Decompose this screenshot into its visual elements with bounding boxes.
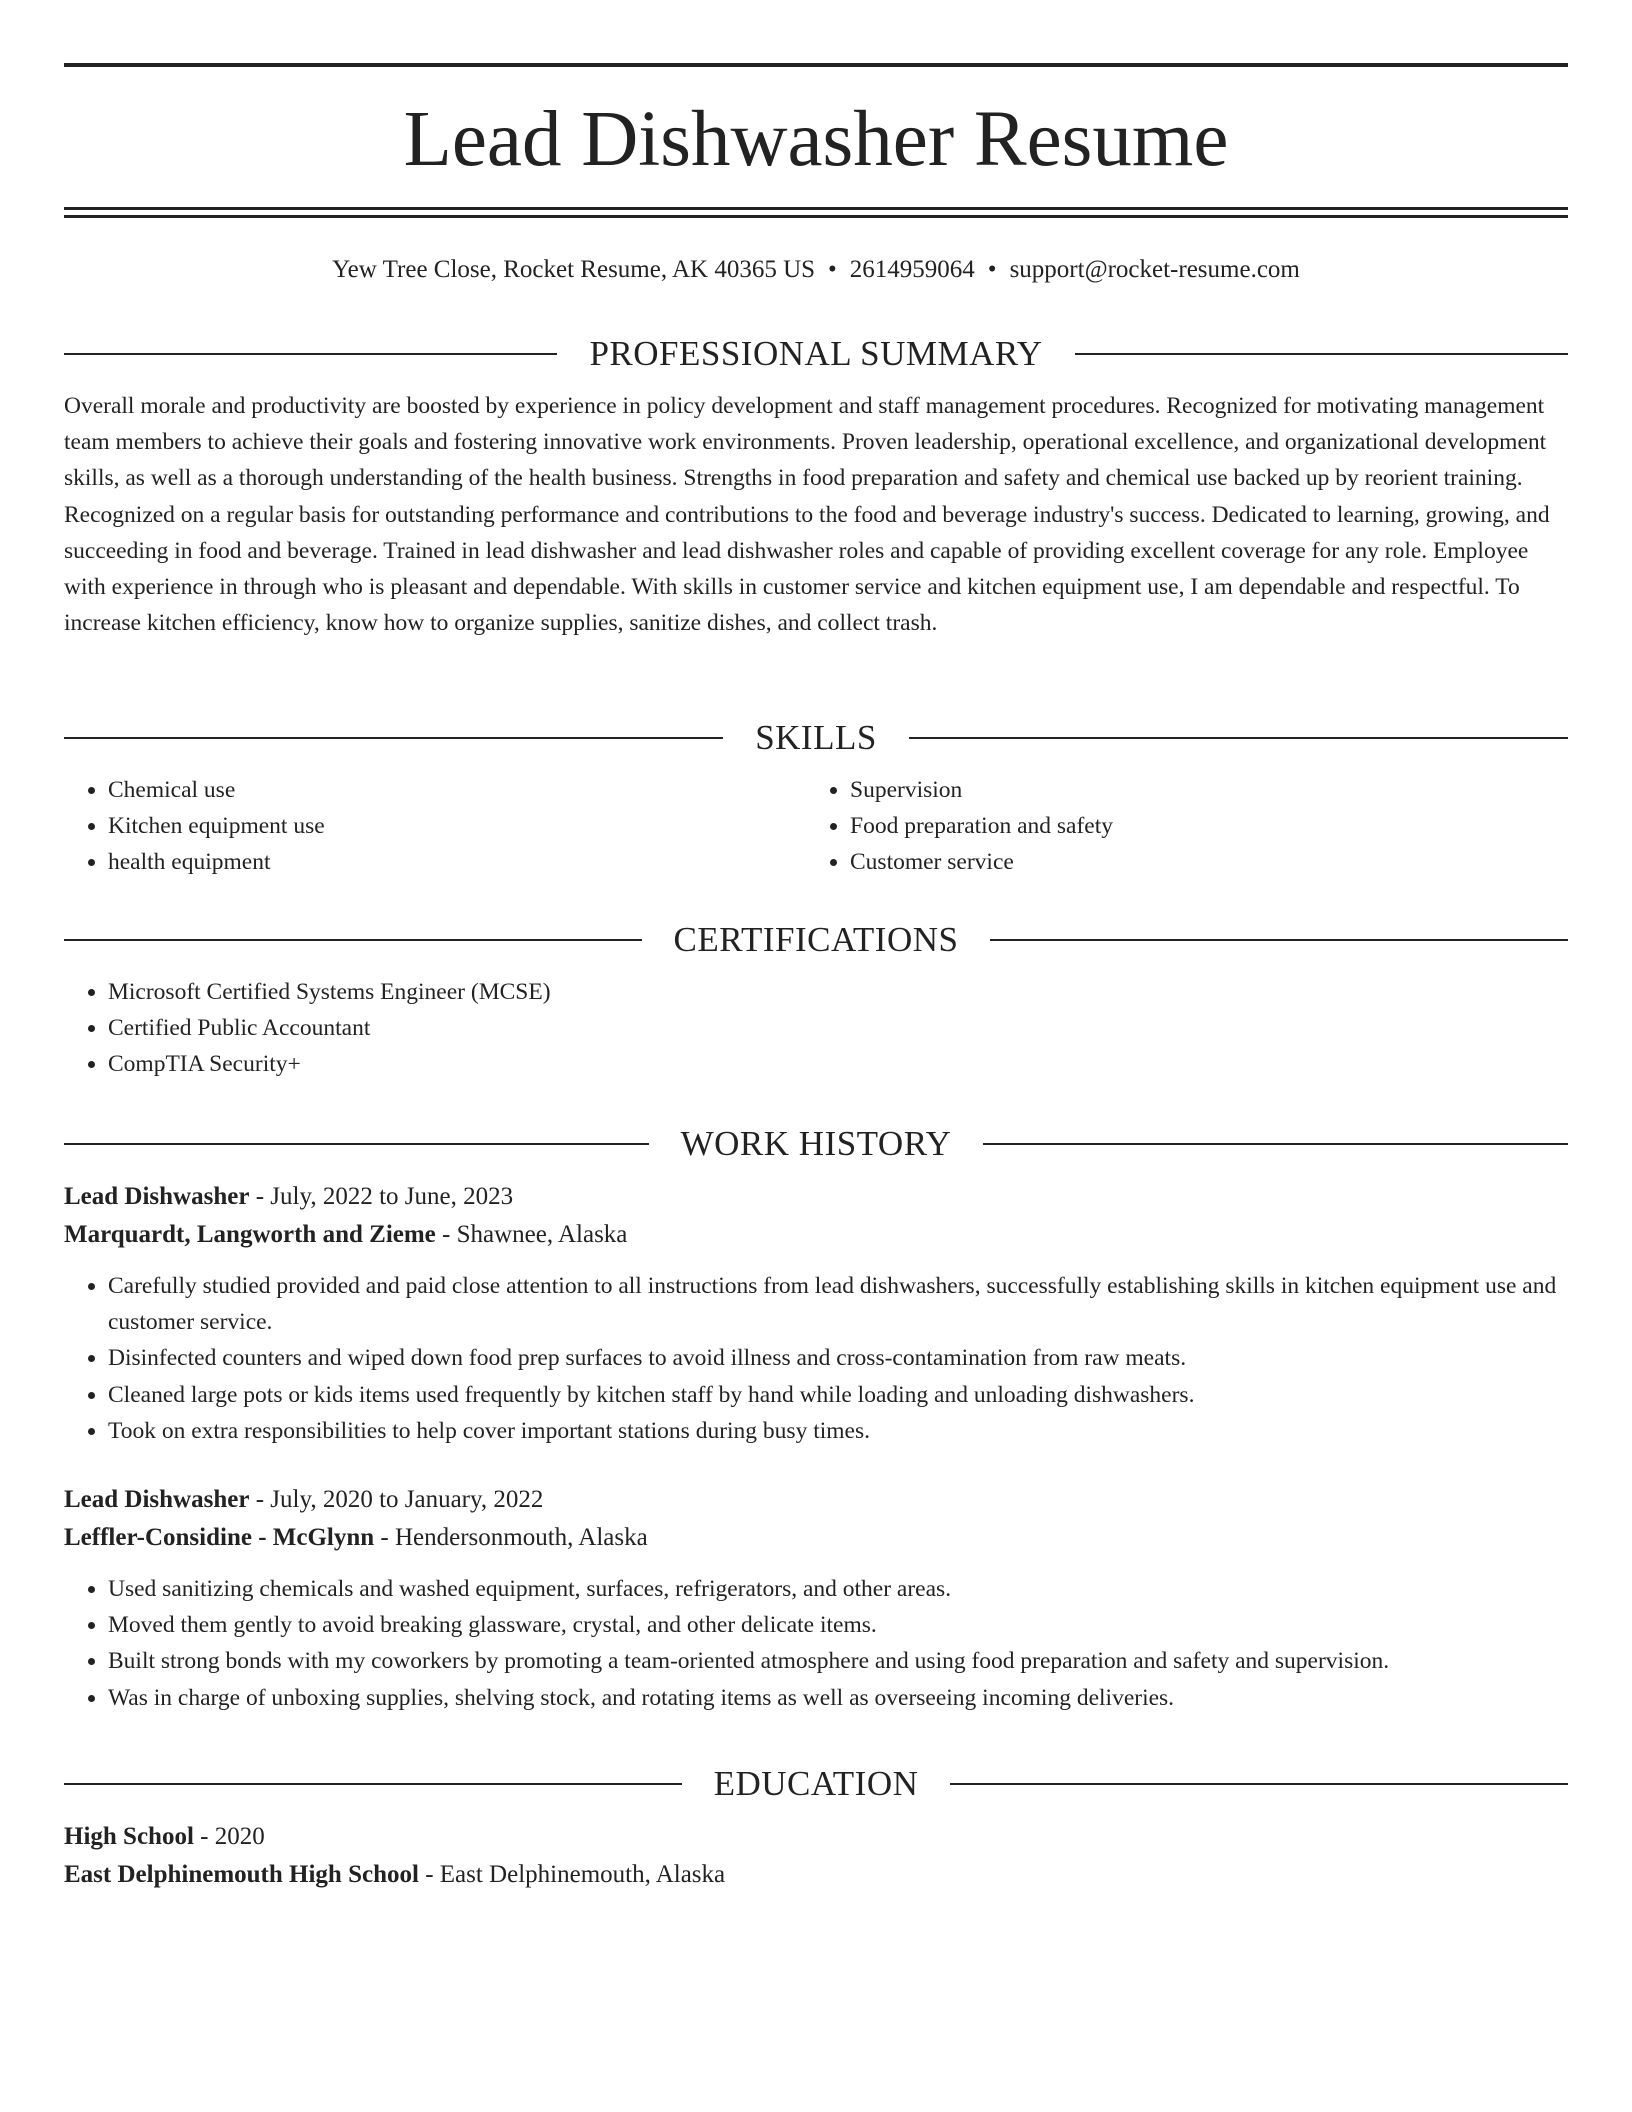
education-school-line	[64, 1856, 1568, 1894]
education-year: - 2020	[200, 1823, 265, 1850]
skill-item: • Supervision	[850, 772, 1548, 808]
certification-item: • CompTIA Security+	[108, 1046, 1568, 1082]
education-entry	[64, 1818, 1568, 1894]
job-dates: - July, 2020 to January, 2022	[255, 1486, 544, 1514]
top-rule	[64, 63, 1568, 67]
skills-column-right	[806, 772, 1548, 881]
contact-address: Yew Tree Close, Rocket Resume, AK 40365 US	[332, 256, 816, 283]
work-heading	[64, 1124, 1568, 1164]
job-bullet: • Took on extra responsibilities to help cover important stations during busy times.	[108, 1413, 1568, 1449]
summary-section	[64, 334, 1568, 641]
job-entry	[64, 1178, 1568, 1449]
resume-title: Lead Dishwasher Resume	[403, 96, 1229, 183]
job-company: Leffler-Considine - McGlynn	[64, 1524, 375, 1552]
job-bullet: • Was in charge of unboxing supplies, shelving stock, and rotating items as well as overseeing incoming deliveries.	[108, 1680, 1568, 1716]
heading-rule-left	[64, 1783, 682, 1785]
work-heading-label: WORK HISTORY	[680, 1124, 952, 1163]
education-school: East Delphinemouth High School	[64, 1861, 419, 1888]
work-section	[64, 1124, 1568, 1716]
skill-item: • Chemical use	[108, 772, 806, 808]
job-company: Marquardt, Langworth and Zieme	[64, 1221, 436, 1248]
job-title-line	[64, 1481, 1568, 1519]
job-company-line	[64, 1216, 1568, 1254]
job-bullet: • Cleaned large pots or kids items used frequently by kitchen staff by hand while loading and unloading dishwashers.	[108, 1377, 1568, 1413]
certifications-section	[64, 920, 1568, 1083]
skills-heading-label: SKILLS	[755, 718, 877, 757]
contact-phone: 2614959064	[849, 256, 975, 283]
skills-heading	[64, 718, 1568, 758]
education-location: - East Delphinemouth, Alaska	[425, 1861, 726, 1888]
summary-heading	[64, 334, 1568, 374]
education-section	[64, 1764, 1568, 1894]
education-degree-line	[64, 1818, 1568, 1856]
heading-rule-left	[64, 1143, 649, 1145]
heading-rule-right	[1075, 353, 1568, 355]
heading-rule-right	[983, 1143, 1568, 1145]
certifications-list	[64, 974, 1568, 1083]
skill-item: • health equipment	[108, 844, 806, 880]
education-degree: High School	[64, 1823, 194, 1850]
summary-heading-label: PROFESSIONAL SUMMARY	[589, 334, 1043, 373]
certifications-heading-label: CERTIFICATIONS	[673, 920, 959, 959]
contact-email: support@rocket-resume.com	[1009, 256, 1300, 283]
job-location: - Hendersonmouth, Alaska	[380, 1524, 648, 1552]
job-bullets	[64, 1571, 1568, 1716]
skill-item: • Food preparation and safety	[850, 808, 1548, 844]
job-bullet: • Built strong bonds with my coworkers by promoting a team-oriented atmosphere and using food preparation and safety and supervision.	[108, 1643, 1568, 1679]
job-dates: - July, 2022 to June, 2023	[255, 1183, 514, 1210]
job-title: Lead Dishwasher	[64, 1486, 250, 1514]
contact-separator: •	[828, 256, 837, 283]
contact-line	[64, 254, 1568, 286]
job-bullet: • Carefully studied provided and paid close attention to all instructions from lead dishwashers, successfully establishing skills in kitchen equipment use and customer service.	[108, 1268, 1568, 1340]
skill-item: • Kitchen equipment use	[108, 808, 806, 844]
title-rule-lower	[64, 215, 1568, 218]
job-bullet: • Used sanitizing chemicals and washed equipment, surfaces, refrigerators, and other areas.	[108, 1571, 1568, 1607]
heading-rule-right	[909, 737, 1568, 739]
job-company-line	[64, 1519, 1568, 1557]
heading-rule-left	[64, 939, 642, 941]
job-title-line	[64, 1178, 1568, 1216]
title-rule-upper	[64, 207, 1568, 210]
education-heading	[64, 1764, 1568, 1804]
heading-rule-right	[990, 939, 1568, 941]
skills-section	[64, 718, 1568, 881]
heading-rule-right	[950, 1783, 1568, 1785]
job-bullet: • Disinfected counters and wiped down food prep surfaces to avoid illness and cross-contamination from raw meats.	[108, 1340, 1568, 1376]
skills-column-left	[64, 772, 806, 881]
certifications-heading	[64, 920, 1568, 960]
certification-item: • Microsoft Certified Systems Engineer (MCSE)	[108, 974, 1568, 1010]
job-bullet: • Moved them gently to avoid breaking glassware, crystal, and other delicate items.	[108, 1607, 1568, 1643]
contact-separator: •	[987, 256, 997, 283]
job-title: Lead Dishwasher	[64, 1183, 250, 1210]
certification-item: • Certified Public Accountant	[108, 1010, 1568, 1046]
heading-rule-left	[64, 353, 557, 355]
skill-item: • Customer service	[850, 844, 1548, 880]
heading-rule-left	[64, 737, 723, 739]
summary-text: Overall morale and productivity are boosted by experience in policy development and staff management procedures. Recognized for motivating management team members to achieve their goals and fostering innovative work environments. Proven leadership, operational excellence, and organizational development skills, as well as a thorough understanding of the health business. Strengths in food preparation and safety and chemical use backed up by reorient training. Recognized on a regular basis for outstanding performance and contributions to the food and beverage industry's success. Dedicated to learning, growing, and succeeding in food and beverage. Trained in lead dishwasher and lead dishwasher roles and capable of providing excellent coverage for any role. Employee with experience in through who is pleasant and dependable. With skills in customer service and kitchen equipment use, I am dependable and respectful. To increase kitchen efficiency, know how to organize supplies, sanitize dishes, and collect trash.	[64, 393, 1550, 637]
education-heading-label: EDUCATION	[713, 1764, 919, 1803]
job-bullets	[64, 1268, 1568, 1449]
job-entry	[64, 1481, 1568, 1716]
skills-columns	[64, 772, 1568, 881]
job-location: - Shawnee, Alaska	[442, 1221, 628, 1248]
